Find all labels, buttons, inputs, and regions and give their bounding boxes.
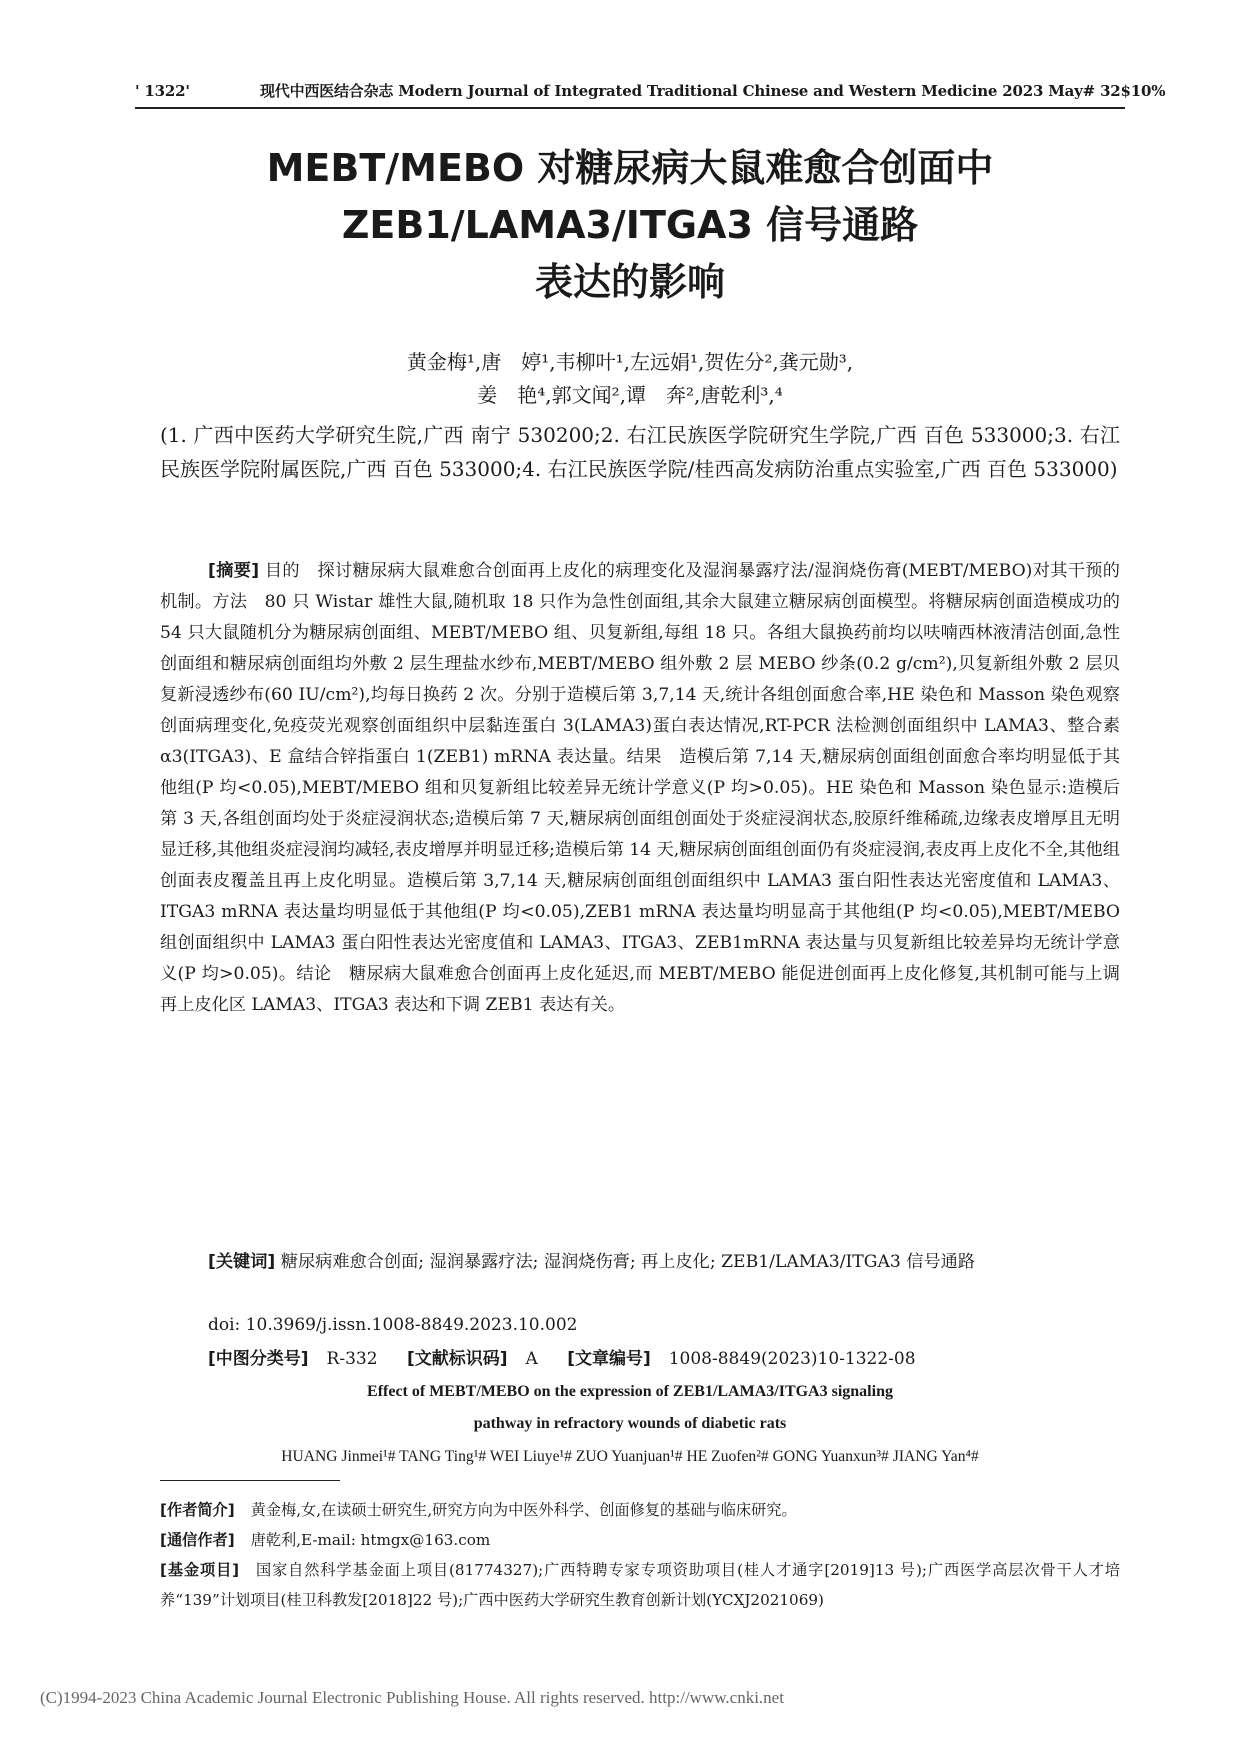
english-title-line: Effect of MEBT/MEBO on the expression of ZEB1/LAMA3/ITGA3 signaling xyxy=(367,1383,893,1400)
title-line: ZEB1/LAMA3/ITGA3 信号通路 xyxy=(341,203,919,247)
english-title-line: pathway in refractory wounds of diabetic rats xyxy=(473,1415,787,1432)
running-header xyxy=(135,80,1166,101)
funding-label: [基金项目] xyxy=(160,1561,240,1579)
author-line: 黄金梅¹,唐 婷¹,韦柳叶¹,左远娟¹,贺佐分²,龚元勋³, xyxy=(406,350,854,374)
abstract-label: [摘要] xyxy=(208,561,260,581)
clc-label: [中图分类号] xyxy=(208,1349,309,1369)
classification-line xyxy=(208,1345,1128,1373)
title-line: 表达的影响 xyxy=(534,260,725,304)
corresponding-label: [通信作者] xyxy=(160,1531,235,1549)
header-rule xyxy=(135,107,1125,109)
keywords-text: 糖尿病难愈合创面; 湿润暴露疗法; 湿润烧伤膏; 再上皮化; ZEB1/LAMA3/ITGA3 信号通路 xyxy=(280,1252,976,1272)
footnotes xyxy=(160,1495,1120,1615)
article-title xyxy=(135,140,1125,311)
corresponding-author xyxy=(160,1525,1120,1555)
article-no-value: 1008-8849(2023)10-1322-08 xyxy=(668,1349,916,1369)
abstract-text: 目的 探讨糖尿病大鼠难愈合创面再上皮化的病理变化及湿润暴露疗法/湿润烧伤膏(MEBT/MEBO)对其干预的机制。方法 80 只 Wistar 雄性大鼠,随机取 18 只作为急性创面组,其余大鼠建立糖尿病创面模型。将糖尿病创面造模成功的 54 只大鼠随机分为糖尿病创面组、MEBT/MEBO 组、贝复新组,每组 18 只。各组大鼠换药前均以呋喃西林液清洁创面,急性创面组和糖尿病创面组均外敷 2 层生理盐水纱布,MEBT/MEBO 组外敷 2 层 MEBO 纱条(0.2 g/cm²),贝复新组外敷 2 层贝复新浸透纱布(60 IU/cm²),均每日换药 2 次。分别于造模后第 3,7,14 天,统计各组创面愈合率,HE 染色和 Masson 染色观察创面病理变化,免疫荧光观察创面组织中层黏连蛋白 3(LAMA3)蛋白表达情况,RT-PCR 法检测创面组织中 LAMA3、整合素 α3(ITGA3)、E 盒结合锌指蛋白 1(ZEB1) mRNA 表达量。结果 造模后第 7,14 天,糖尿病创面组创面愈合率均明显低于其他组(P 均<0.05),MEBT/MEBO 组和贝复新组比较差异无统计学意义(P 均>0.05)。HE 染色和 Masson 染色显示:造模后第 3 天,各组创面均处于炎症浸润状态;造模后第 7 天,糖尿病创面组创面处于炎症浸润状态,胶原纤维稀疏,边缘表皮增厚且无明显迁移,其他组炎症浸润均减轻,表皮增厚并明显迁移;造模后第 14 天,糖尿病创面组创面仍有炎症浸润,表皮再上皮化不全,其他组创面表皮覆盖且再上皮化明显。造模后第 3,7,14 天,糖尿病创面组创面组织中 LAMA3 蛋白阳性表达光密度值和 LAMA3、ITGA3 mRNA 表达量均明显低于其他组(P 均<0.05),ZEB1 mRNA 表达量均明显高于其他组(P 均<0.05),MEBT/MEBO 组创面组织中 LAMA3 蛋白阳性表达光密度值和 LAMA3、ITGA3、ZEB1mRNA 表达量与贝复新组比较差异均无统计学意义(P 均>0.05)。结论 糖尿病大鼠难愈合创面再上皮化延迟,而 MEBT/MEBO 能促进创面再上皮化修复,其机制可能与上调再上皮化区 LAMA3、ITGA3 表达和下调 ZEB1 表达有关。 xyxy=(160,561,1120,1015)
author-intro-label: [作者简介] xyxy=(160,1501,235,1519)
journal-line: 现代中西医结合杂志 Modern Journal of Integrated Traditional Chinese and Western Medicine 2023 May# 32$10% xyxy=(260,82,1166,100)
author-intro xyxy=(160,1495,1120,1525)
doc-code-value: A xyxy=(525,1349,538,1369)
english-authors: HUANG Jinmei¹# TANG Ting¹# WEI Liuye¹# ZUO Yuanjuan¹# HE Zuofen²# GONG Yuanxun³# JIANG Yan⁴# xyxy=(281,1448,979,1465)
keywords xyxy=(160,1247,1120,1278)
funding xyxy=(160,1555,1120,1615)
author-intro-text: 黄金梅,女,在读硕士研究生,研究方向为中医外科学、创面修复的基础与临床研究。 xyxy=(250,1501,797,1519)
page-number: ' 1322' xyxy=(135,82,190,100)
corresponding-text: 唐乾利,E-mail: htmgx@163.com xyxy=(250,1531,491,1549)
title-line: MEBT/MEBO 对糖尿病大鼠难愈合创面中 xyxy=(266,146,994,190)
author-list xyxy=(135,346,1125,412)
copyright-line: (C)1994-2023 China Academic Journal Electronic Publishing House. All rights reserved. http://www.cnki.net xyxy=(40,1688,784,1707)
clc-value: R-332 xyxy=(326,1349,378,1369)
doi: doi: 10.3969/j.issn.1008-8849.2023.10.002 xyxy=(208,1315,578,1335)
article-no-label: [文章编号] xyxy=(567,1349,651,1369)
doc-code-label: [文献标识码] xyxy=(406,1349,508,1369)
keywords-label: [关键词] xyxy=(208,1252,276,1272)
footnote-rule xyxy=(160,1480,340,1481)
author-line: 姜 艳⁴,郭文闻²,谭 奔²,唐乾利³,⁴ xyxy=(477,383,783,407)
funding-text: 国家自然科学基金面上项目(81774327);广西特聘专家专项资助项目(桂人才通字[2019]13 号);广西医学高层次骨干人才培养“139”计划项目(桂卫科教发[2018]22 号);广西中医药大学研究生教育创新计划(YCXJ2021069) xyxy=(160,1561,1120,1609)
affiliations: (1. 广西中医药大学研究生院,广西 南宁 530200;2. 右江民族医学院研究生学院,广西 百色 533000;3. 右江民族医学院附属医院,广西 百色 533000;4. 右江民族医学院/桂西高发病防治重点实验室,广西 百色 533000) xyxy=(160,423,1120,481)
english-title xyxy=(135,1376,1125,1440)
abstract xyxy=(160,556,1120,1021)
